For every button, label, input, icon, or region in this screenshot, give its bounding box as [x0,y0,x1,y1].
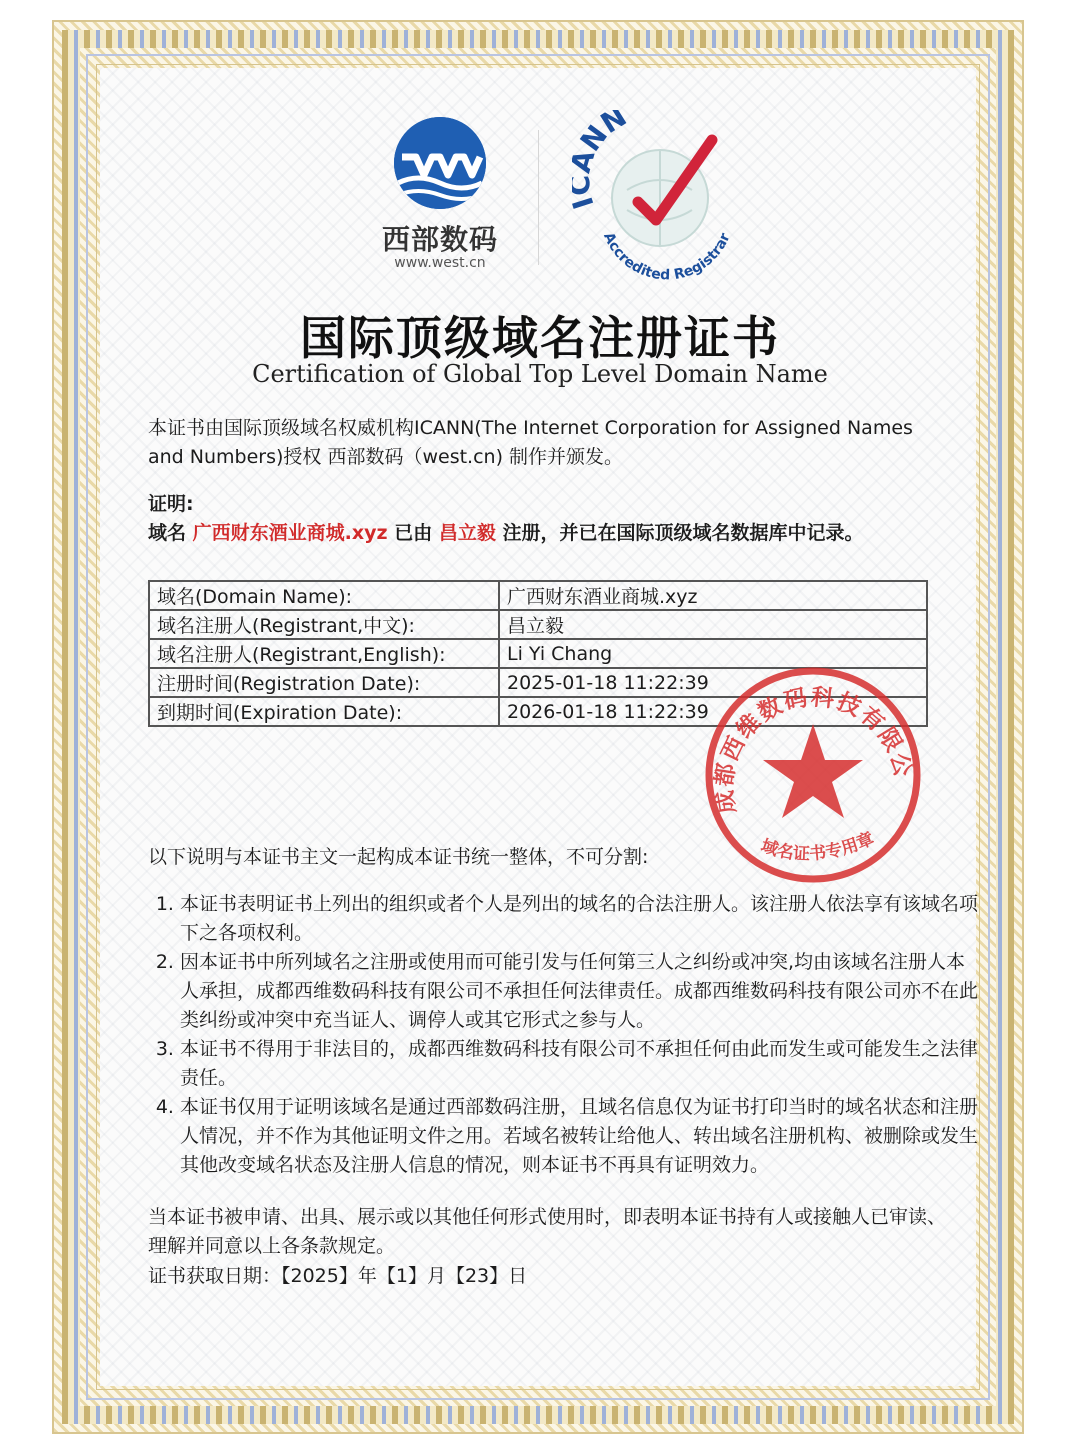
table-value: Li Yi Chang [499,639,927,668]
table-value: 广西财东酒业商城.xyz [499,581,927,610]
certify-middle: 已由 [394,522,433,544]
table-value: 2026-01-18 11:22:39 [499,697,927,726]
table-row [149,610,927,639]
certified-domain: 广西财东酒业商城.xyz [192,522,388,544]
list-item: 4. 本证书仅用于证明该域名是通过西部数码注册，且域名信息仅为证书打印当时的域名状态和注册人情况，并不作为其他证明文件之用。若域名被转让给他人、转出域名注册机构、被删除或发生其他改变域名状态及注册人信息的情况，则本证书不再具有证明效力。 [180,1093,980,1180]
certified-registrant: 昌立毅 [438,522,496,544]
table-value: 昌立毅 [499,610,927,639]
seal-star-icon [763,724,863,818]
west-brand-name: 西部数码 [381,223,498,256]
svg-text:成都西维数码科技有限公司: 成都西维数码科技有限公 [711,684,917,816]
certify-statement [148,519,938,548]
west-url: www.west.cn [394,255,486,271]
certificate-title-en: Certification of Global Top Level Domain Name [252,360,828,388]
table-row [149,581,927,610]
notes-list [148,890,980,1180]
table-key: 到期时间(Expiration Date): [149,697,499,726]
notes-heading: 以下说明与本证书主文一起构成本证书统一整体，不可分割: [148,846,649,868]
certify-prefix: 域名 [148,522,187,544]
table-key: 域名注册人(Registrant,English): [149,639,499,668]
table-key: 域名(Domain Name): [149,581,499,610]
table-key: 域名注册人(Registrant,中文): [149,610,499,639]
closing-paragraph: 当本证书被申请、出具、展示或以其他任何形式使用时，即表明本证书持有人或接触人已审读、理解并同意以上各条款规定。 [148,1206,947,1257]
certify-suffix: 注册，并已在国际顶级域名数据库中记录。 [502,522,864,544]
west-wave-icon [394,117,486,209]
table-value: 2025-01-18 11:22:39 [499,668,927,697]
table-key: 注册时间(Registration Date): [149,668,499,697]
logo-divider [538,130,539,265]
list-item: 1. 本证书表明证书上列出的组织或者个人是列出的域名的合法注册人。该注册人依法享有该域名项下之各项权利。 [180,890,980,948]
svg-text:域名证书专用章: 域名证书专用章 [758,828,878,865]
issue-date: 证书获取日期：【2025】年【1】月【23】日 [148,1265,528,1287]
svg-text:Accredited Registrar: Accredited Registrar [600,230,734,280]
svg-text:ICANN: NN [573,110,633,158]
intro-paragraph: 本证书由国际顶级域名权威机构ICANN(The Internet Corporation for Assigned Names and Numbers)授权 西部数码（west.cn) 制作并颁发。 [148,417,913,468]
list-item: 3. 本证书不得用于非法目的，成都西维数码科技有限公司不承担任何由此而发生或可能发生之法律责任。 [180,1035,980,1093]
west-logo [380,115,500,275]
certify-label: 证明: [148,493,194,515]
certificate-title-cn: 国际顶级域名注册证书 [300,311,780,365]
list-item: 2. 因本证书中所列域名之注册或使用而可能引发与任何第三人之纠纷或冲突,均由该域名注册人本人承担，成都西维数码科技有限公司不承担任何法律责任。成都西维数码科技有限公司亦不在此类纠纷或冲突中充当证人、调停人或其它形式之参与人。 [180,948,980,1035]
icann-accredited-registrar-logo [572,110,742,280]
